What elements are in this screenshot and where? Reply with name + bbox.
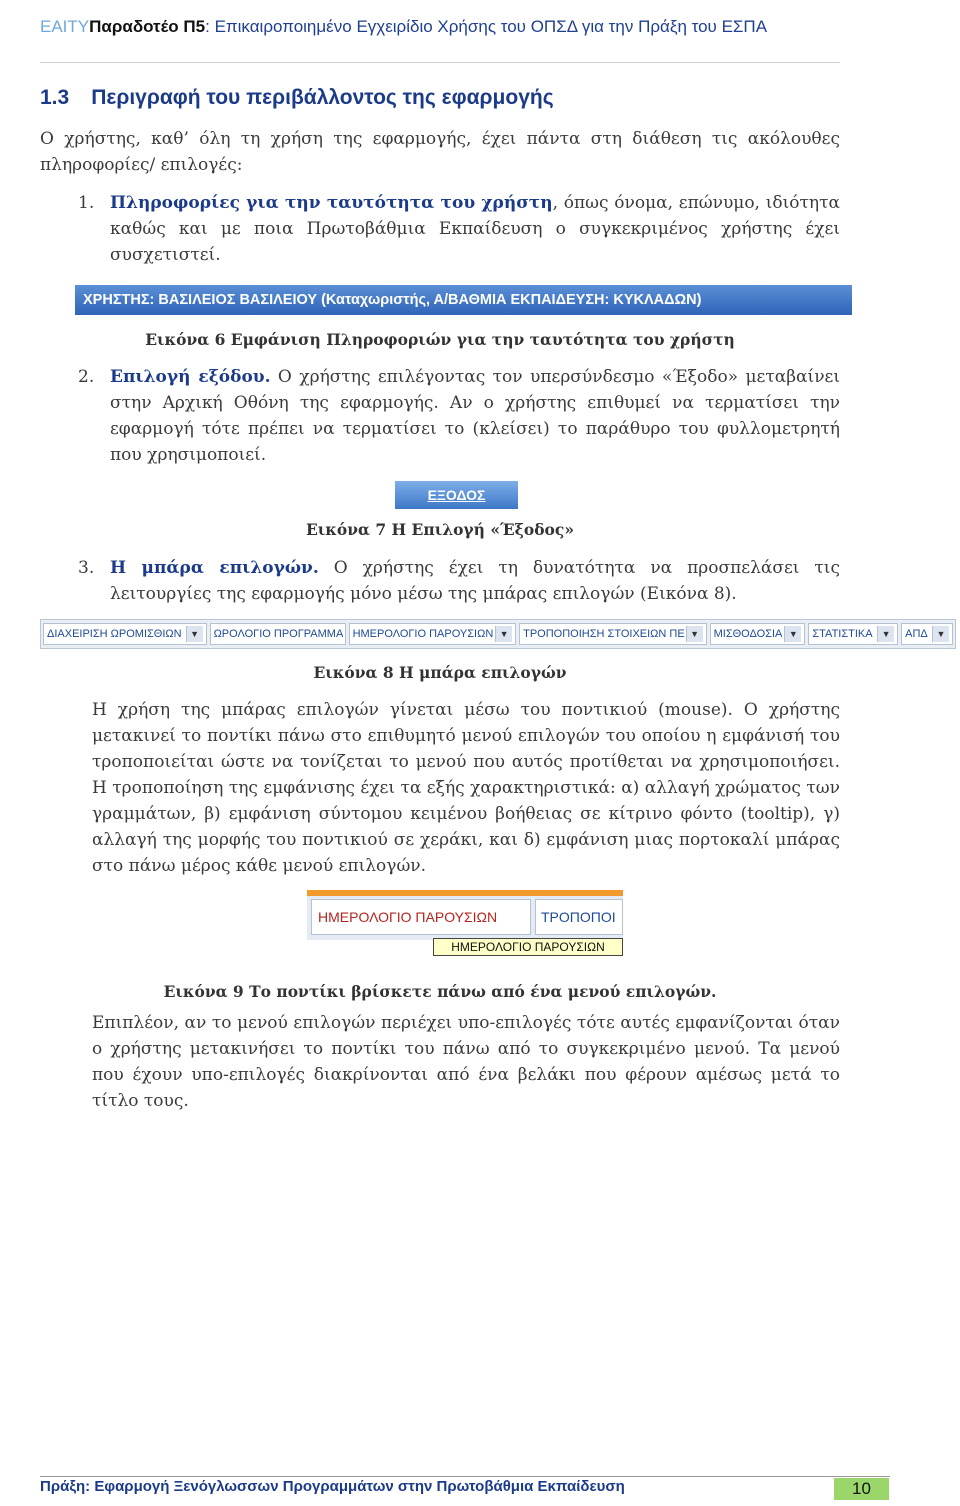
user-identity-banner: ΧΡΗΣΤΗΣ: ΒΑΣΙΛΕΙΟΣ ΒΑΣΙΛΕΙΟΥ (Καταχωριστής, Α/ΒΑΘΜΙΑ ΕΚΠΑΙΔΕΥΣΗ: ΚΥΚΛΑΔΩΝ) [75,285,852,315]
item1-paragraph [110,190,840,268]
item3-text: Ο χρήστης έχει τη δυνατότητα να προσπελάσει τις λειτουργίες της εφαρμογής μόνο μέσω της μπάρας επιλογών (Εικόνα 8). [110,558,840,604]
figure9-caption: Εικόνα 9 Το ποντίκι βρίσκετε πάνω από ένα μενού επιλογών. [163,982,717,1001]
submenu-paragraph: Επιπλέον, αν το μενού επιλογών περιέχει υπο-επιλογές τότε αυτές εμφανίζονται όταν ο χρήστης μετακινήσει το ποντίκι του πάνω από το συγκεκριμένο μενού. Τα μενού που έχουν υπο-επιλογές διακρίνονται από ένα βελάκι που φέρουν αμέσως μετά το τίτλο τους. [92,1013,840,1111]
exit-button[interactable]: ΕΞΟΔΟΣ [395,481,518,509]
figure8-caption: Εικόνα 8 Η μπάρα επιλογών [313,663,567,682]
menu-item-attendance-hover[interactable]: ΗΜΕΡΟΛΟΓΙΟ ΠΑΡΟΥΣΙΩΝ [311,899,531,935]
menu-item-apd[interactable] [901,623,953,645]
menu-item-edit-details[interactable] [519,623,707,645]
triangle-down-icon: ▼ [186,626,203,642]
triangle-down-icon: ▼ [932,626,949,642]
triangle-down-icon: ▼ [784,626,801,642]
section-number: 1.3 [40,86,70,109]
menu-item-label: ΔΙΑΧΕΙΡΙΣΗ ΩΡΟΜΙΣΘΙΩΝ [47,628,182,640]
item3-number: 3. [78,558,95,578]
menu-item-label: ΑΠΔ [905,628,928,640]
section-title: Περιγραφή του περιβάλλοντος της εφαρμογής [91,86,554,109]
header-org: ΕΑΙΤΥ [40,17,90,36]
menu-item-label: ΜΙΣΘΟΔΟΣΙΑ [713,628,783,640]
menu-item-edit-partial[interactable]: ΤΡΟΠΟΠΟΙ [535,899,623,935]
intro-paragraph: Ο χρήστης, καθ’ όλη τη χρήση της εφαρμογής, έχει πάντα στη διάθεση τις ακόλουθες πληροφορίες/ επιλογές: [40,129,840,175]
item2-bold: Επιλογή εξόδου. [110,367,271,387]
header-title: : Επικαιροποιημένο Εγχειρίδιο Χρήσης του ΟΠΣΔ για την Πράξη του ΕΣΠΑ [205,17,768,36]
footer-text: Πράξη: Εφαρμογή Ξενόγλωσσων Προγραμμάτων στην Πρωτοβάθμια Εκπαίδευση [40,1478,625,1495]
triangle-down-icon: ▼ [686,626,703,642]
item3-paragraph [110,555,840,607]
menu-item-attendance[interactable] [349,623,517,645]
mouse-usage-paragraph: Η χρήση της μπάρας επιλογών γίνεται μέσω του ποντικιού (mouse). Ο χρήστης μετακινεί το ποντίκι πάνω στο επιθυμητό μενού επιλογών του οποίου η εμφάνισή του τροποποιείται ώστε να τονίζεται το μενού που αυτός προτίθεται να χρησιμοποιήσει. Η τροποποίηση της εμφάνισης έχει τα εξής χαρακτηριστικά: α) αλλαγή χρώματος των γραμμάτων, β) εμφάνιση σύντομου κειμένου βοήθειας σε κίτρινο φόντο (tooltip), γ) αλλαγή της μορφής του ποντικιού σε χεράκι, και δ) εμφάνιση μιας πορτοκαλί μπάρας στο πάνω μέρος κάθε μενού επιλογών. [92,700,840,876]
item2-text: Ο χρήστης επιλέγοντας τον υπερσύνδεσμο «Έξοδο» μεταβαίνει στην Αρχική Οθόνη της εφαρμογής. Αν ο χρήστης επιθυμεί να τερματίσει την εφαρμογή τότε πρέπει να τερματίσει το (κλείσει) το παράθυρο του φυλλομετρητή που χρησιμοποιεί. [110,367,841,465]
header-deliverable: Παραδοτέο Π5 [89,17,206,36]
item2-number: 2. [78,367,95,387]
item1-bold: Πληροφορίες για την ταυτότητα του χρήστη [110,193,553,213]
header-divider [40,62,840,63]
hover-example-figure [307,890,623,964]
menu-item-hourly-management[interactable] [43,623,207,645]
page-header [40,16,840,38]
footer-divider [40,1476,890,1477]
menu-item-timetable[interactable] [210,623,346,645]
menu-item-label: ΤΡΟΠΟΠΟΙΗΣΗ ΣΤΟΙΧΕΙΩΝ ΠΕ [523,628,685,640]
item1-text: , όπως όνομα, επώνυμο, ιδιότητα καθώς και με ποια Πρωτοβάθμια Εκπαίδευση ο συγκεκριμένος χρήστης έχει συσχετιστεί. [110,193,840,265]
triangle-down-icon: ▼ [495,626,512,642]
menu-item-label: ΗΜΕΡΟΛΟΓΙΟ ΠΑΡΟΥΣΙΩΝ [352,628,494,640]
menu-bar [40,619,956,649]
menu-item-payroll[interactable] [710,623,806,645]
menu-item-statistics[interactable] [808,623,898,645]
page-number: 10 [834,1478,889,1500]
triangle-down-icon: ▼ [877,626,894,642]
section-heading [40,86,554,110]
tooltip: ΗΜΕΡΟΛΟΓΙΟ ΠΑΡΟΥΣΙΩΝ [433,938,623,956]
figure7-caption: Εικόνα 7 Η Επιλογή «Έξοδος» [305,520,575,539]
item2-paragraph [110,364,840,468]
menu-item-label: ΣΤΑΤΙΣΤΙΚΑ [812,628,873,640]
menu-item-label: ΩΡΟΛΟΓΙΟ ΠΡΟΓΡΑΜΜΑ [213,628,344,640]
figure6-caption: Εικόνα 6 Εμφάνιση Πληροφοριών για την ταυτότητα του χρήστη [145,330,735,349]
item1-number: 1. [78,193,95,213]
item3-bold: Η μπάρα επιλογών. [110,558,319,578]
